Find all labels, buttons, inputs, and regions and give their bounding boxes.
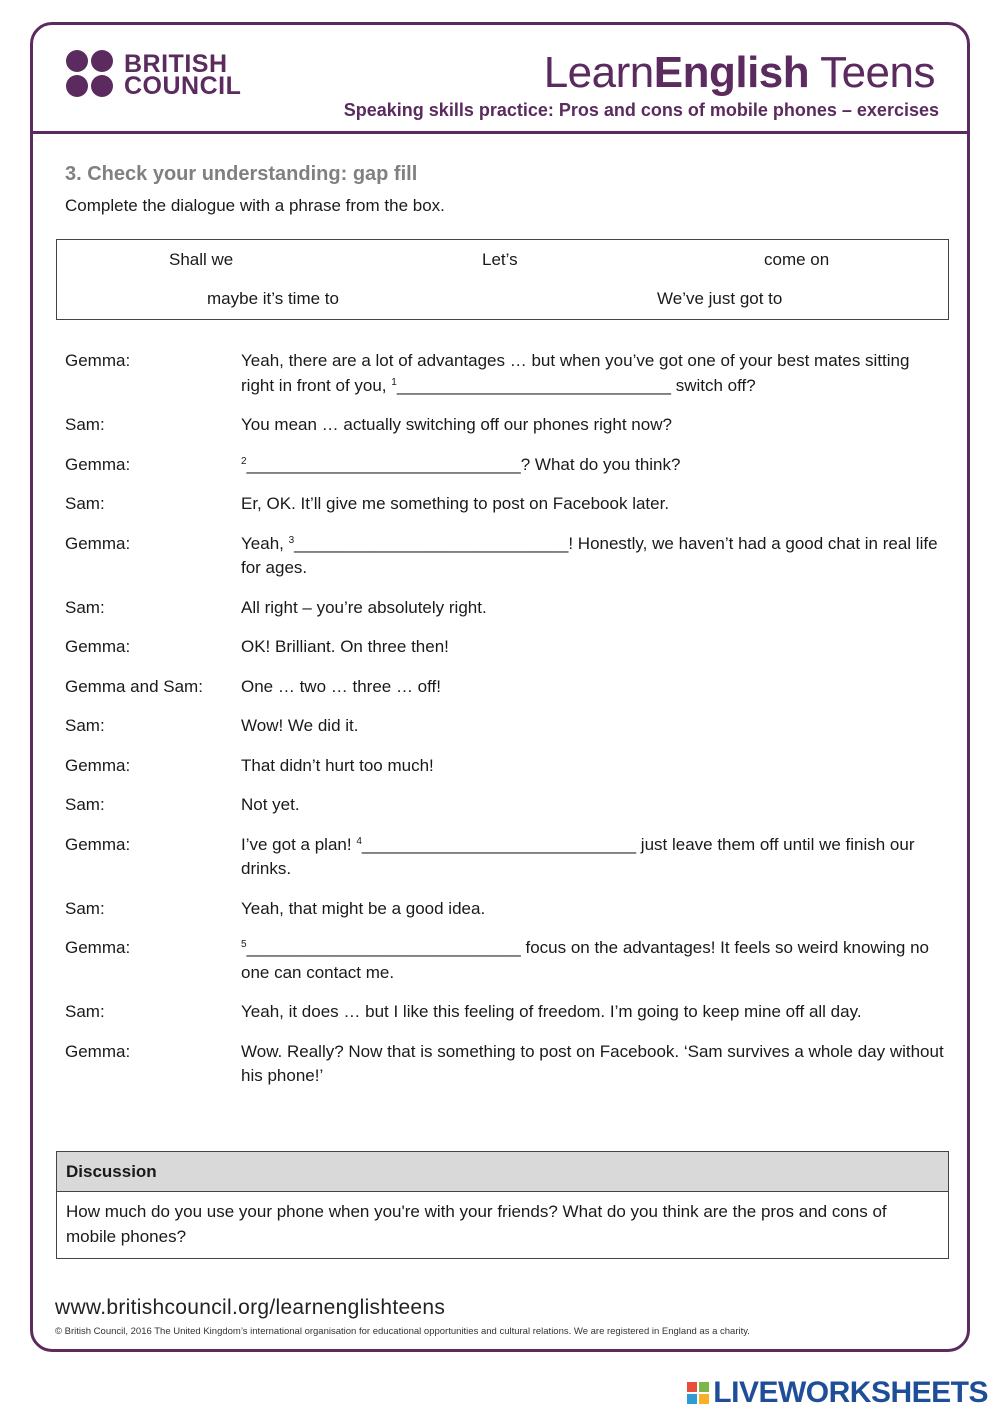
section-instruction: Complete the dialogue with a phrase from the box. (65, 196, 445, 215)
dialogue-line (65, 1000, 945, 1025)
speaker-name: Sam: (65, 494, 105, 513)
dialogue-text: Yeah, there are a lot of advantages … but when you’ve got one of your best mates sitting right in front of you, $^1$_____________________________ switch off? (241, 351, 910, 395)
discussion-heading: Discussion (57, 1152, 948, 1192)
speaker-name: Gemma: (65, 454, 131, 474)
gap-number: 3 (288, 534, 295, 546)
dialogue-line (65, 714, 945, 739)
dialogue-text: Wow. Really? Now that is something to post on Facebook. ‘Sam survives a whole day without his phone!’ (241, 1041, 944, 1085)
liveworksheets-watermark (687, 1376, 988, 1410)
dialogue-line (65, 349, 945, 398)
dialogue-text: $^2$_____________________________? What do you think? (241, 454, 681, 474)
dialogue-line (65, 413, 945, 438)
dialogue-text: I’ve got a plan! $^4$_____________________________ just leave them off until we finish our drinks. (241, 834, 915, 878)
dialogue-line (65, 532, 945, 581)
gap-number: 4 (356, 835, 362, 847)
discussion-box (56, 1151, 949, 1259)
liveworksheets-icon (687, 1382, 709, 1404)
dialogue-line (65, 596, 945, 621)
footer-copyright: © British Council, 2016 The United Kingdom’s international organisation for educational opportunities and cultural relations. We are registered in England as a charity. (55, 1326, 750, 1337)
speaker-name: Sam: (65, 415, 105, 434)
dialogue-line (65, 1040, 945, 1089)
speaker-name: Gemma: (65, 637, 131, 656)
dialogue-line (65, 754, 945, 779)
footer-url[interactable]: www.britishcouncil.org/learnenglishteens (55, 1296, 446, 1319)
gap-number: 1 (391, 376, 397, 388)
watermark-text: LIVEWORKSHEETS (713, 1376, 988, 1409)
gap-blank[interactable]: _____________________________ (361, 834, 637, 854)
header-divider (33, 131, 967, 134)
learnenglish-teens-brand: LearnEnglish Teens (543, 48, 935, 97)
speaker-name: Gemma: (65, 938, 131, 957)
word-option: We’ve just got to (657, 289, 783, 308)
dialogue-line (65, 453, 945, 478)
dialogue-text: Er, OK. It’ll give me something to post on Facebook later. (241, 494, 670, 513)
dialogue-line (65, 675, 945, 700)
speaker-name: Gemma and Sam: (65, 676, 203, 696)
speaker-name: Sam: (65, 898, 105, 918)
word-option: maybe it’s time to (207, 289, 339, 308)
dialogue-line (65, 936, 945, 985)
gap-number: 2 (241, 455, 247, 467)
speaker-name: Sam: (65, 1002, 105, 1021)
page-subtitle: Speaking skills practice: Pros and cons of mobile phones – exercises (343, 100, 939, 120)
section-title: 3. Check your understanding: gap fill (65, 163, 418, 185)
dialogue-line (65, 793, 945, 818)
gap-blank[interactable]: _____________________________ (396, 375, 671, 395)
speaker-name: Gemma: (65, 755, 131, 775)
speaker-name: Sam: (65, 795, 105, 814)
dialogue-text: That didn’t hurt too much! (241, 755, 434, 775)
dialogue-line (65, 635, 945, 660)
dialogue-text: Not yet. (241, 795, 300, 814)
logo-line1: BRITISH (124, 50, 228, 78)
british-council-logo (66, 50, 241, 100)
dialogue-line (65, 492, 945, 517)
dialogue-text: $^5$_____________________________ focus on the advantages! It feels so weird knowing no one can contact me. (241, 938, 929, 982)
dialogue-text: You mean … actually switching off our phones right now? (241, 415, 672, 434)
dialogue (65, 349, 945, 1104)
word-option: Shall we (169, 250, 234, 269)
dialogue-text: Wow! We did it. (241, 716, 359, 735)
dialogue-text: Yeah, that might be a good idea. (241, 898, 486, 918)
word-box (56, 239, 949, 320)
word-option: come on (764, 250, 830, 269)
dialogue-text: All right – you’re absolutely right. (241, 597, 487, 617)
dialogue-text: OK! Brilliant. On three then! (241, 637, 449, 656)
gap-number: 5 (241, 939, 247, 950)
dialogue-text: Yeah, $^3$_____________________________! Honestly, we haven’t had a good chat in real life for ages. (241, 533, 938, 577)
speaker-name: Gemma: (65, 1041, 131, 1061)
dialogue-line (65, 833, 945, 882)
speaker-name: Gemma: (65, 533, 131, 553)
speaker-name: Gemma: (65, 351, 131, 370)
speaker-name: Sam: (65, 716, 105, 735)
dialogue-text: One … two … three … off! (241, 676, 441, 696)
word-option: Let’s (482, 250, 518, 269)
gap-blank[interactable]: _____________________________ (246, 454, 521, 474)
gap-blank[interactable]: _____________________________ (294, 533, 569, 553)
speaker-name: Gemma: (65, 834, 131, 854)
gap-blank[interactable]: _____________________________ (246, 938, 521, 957)
logo-line2: COUNCIL (124, 72, 242, 100)
logo-dots-icon (66, 50, 116, 100)
speaker-name: Sam: (65, 597, 105, 617)
dialogue-text: Yeah, it does … but I like this feeling of freedom. I’m going to keep mine off all day. (241, 1002, 862, 1021)
discussion-question: How much do you use your phone when you're with your friends? What do you think are the pros and cons of mobile phones? (66, 1202, 887, 1246)
dialogue-line (65, 897, 945, 922)
